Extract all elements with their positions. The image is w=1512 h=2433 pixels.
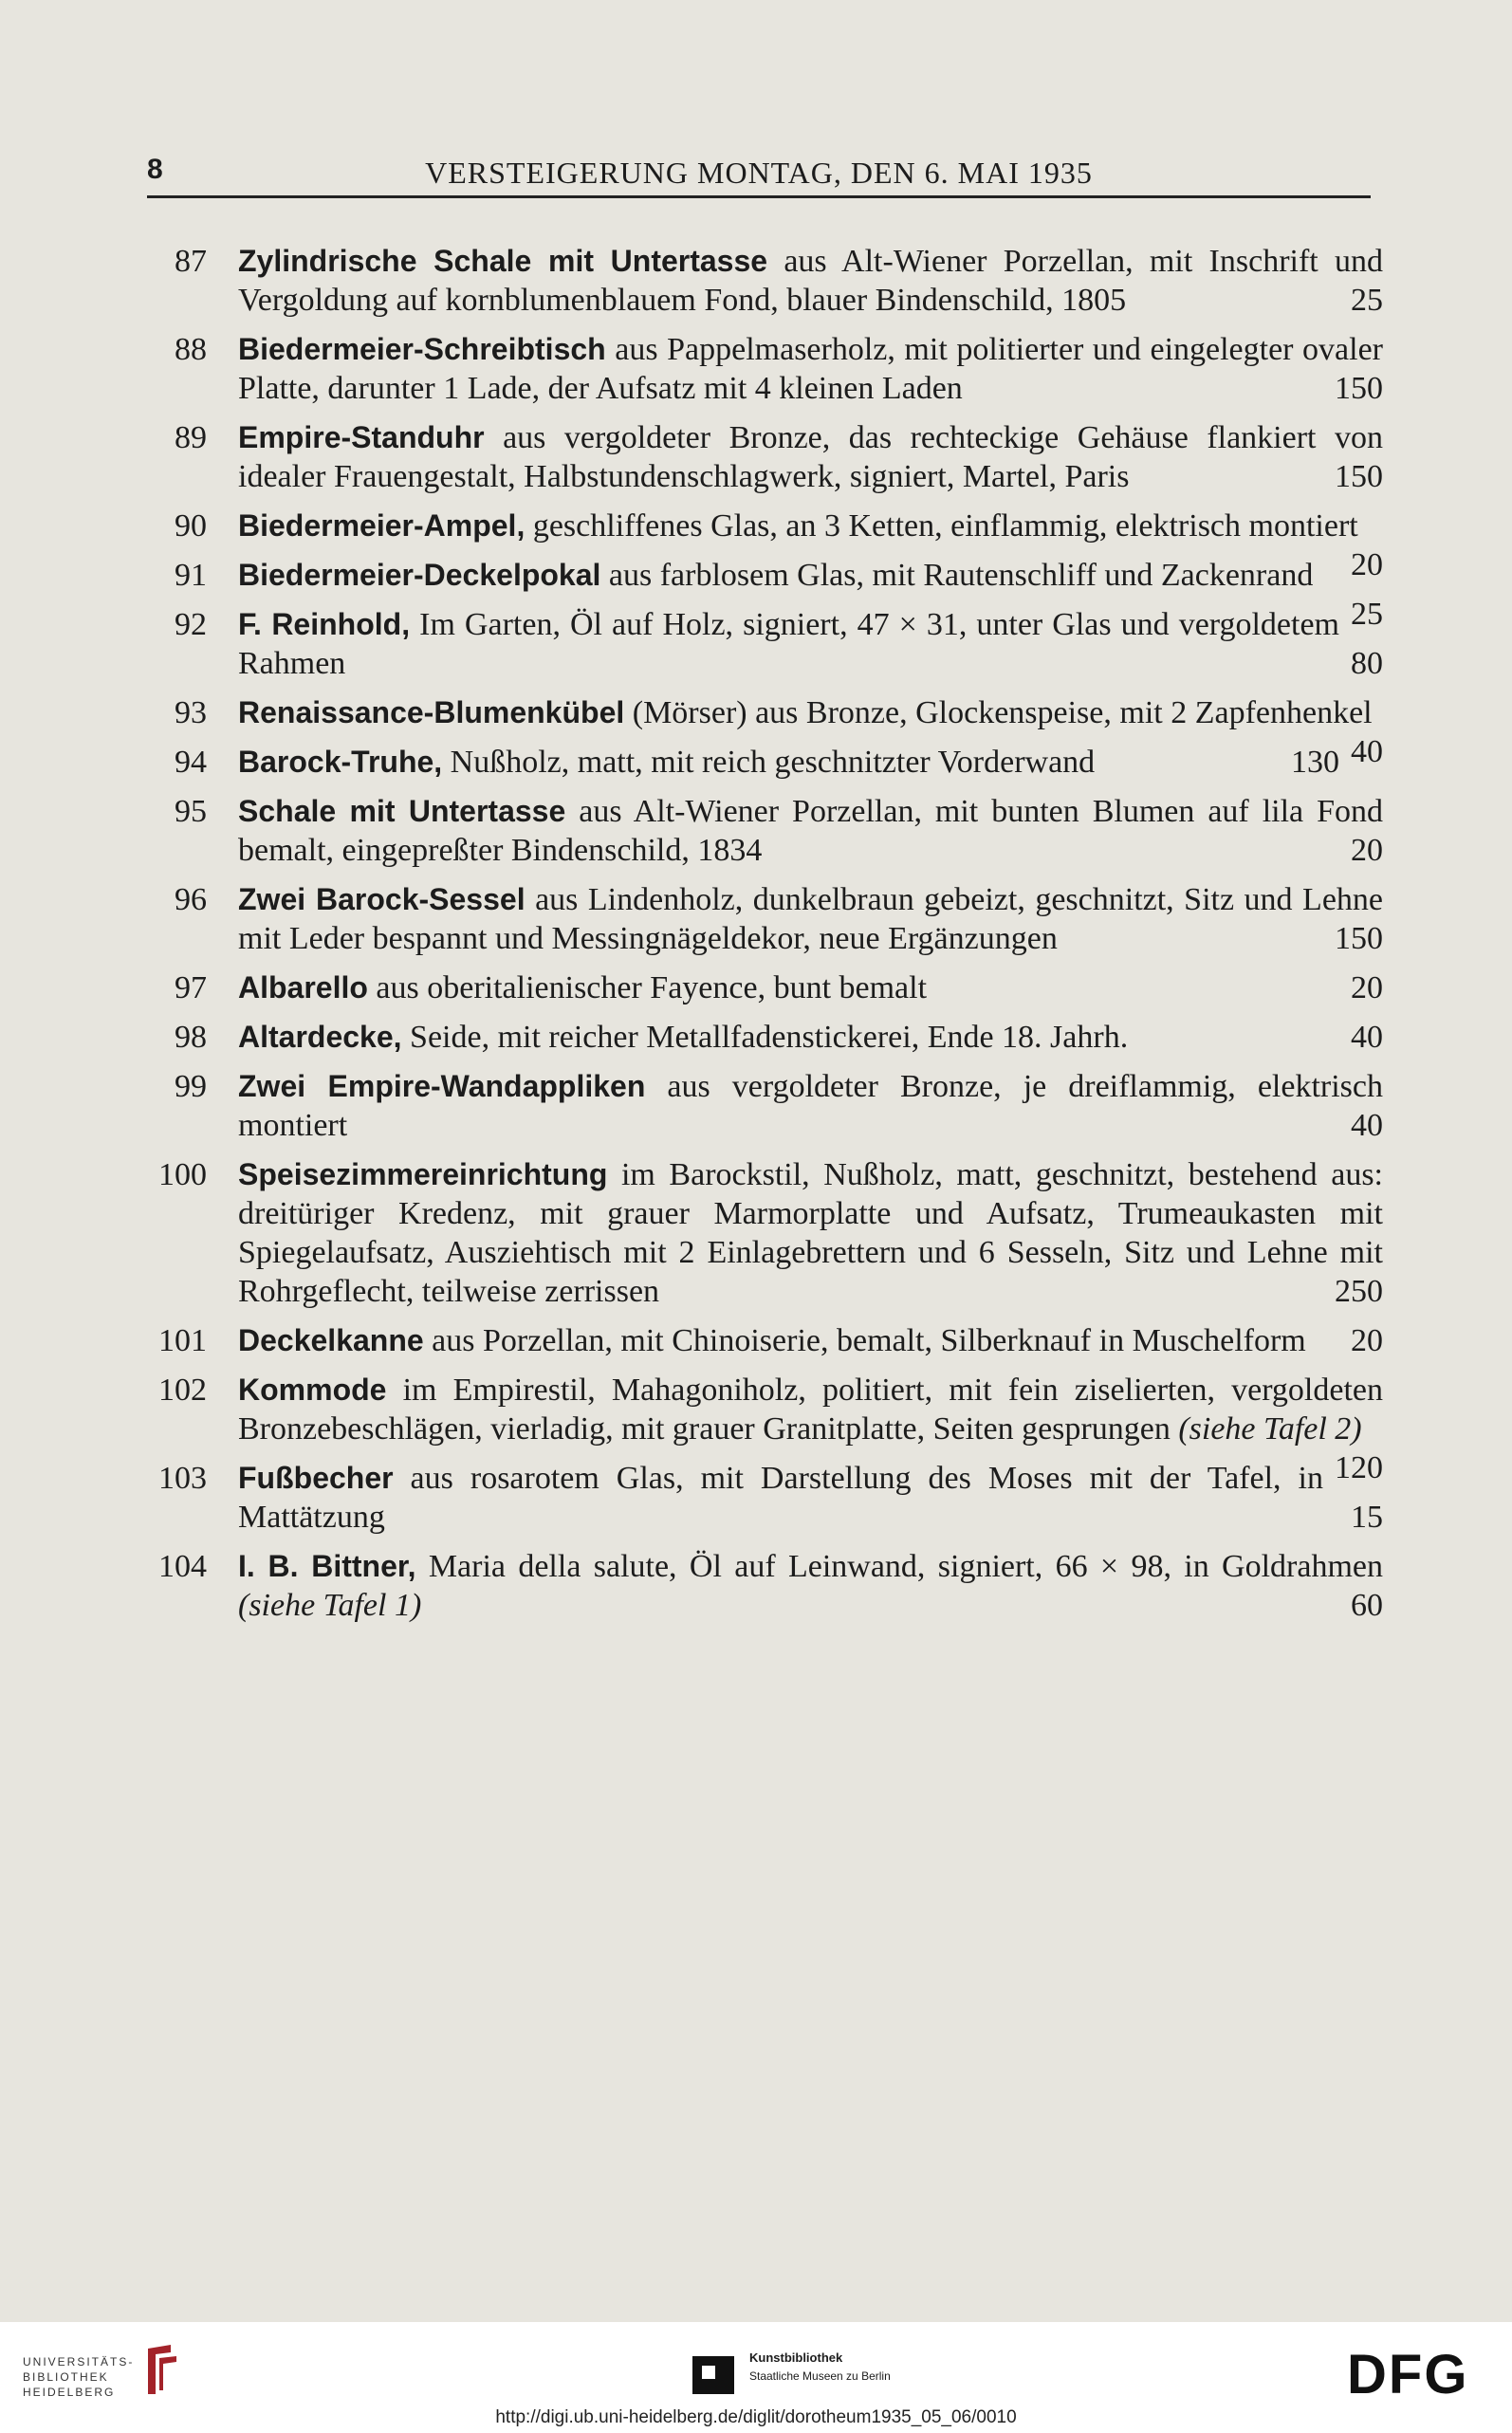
entry-body [238, 1321, 1383, 1360]
entry-body [238, 1459, 1383, 1537]
header-rule [147, 195, 1371, 198]
entry-number: 99 [175, 1069, 207, 1104]
entry-price: 150 [1335, 921, 1383, 956]
entry-number: 102 [158, 1373, 207, 1408]
entry-price: 60 [1351, 1588, 1383, 1623]
entry-description: geschliffenes Glas, an 3 Ketten, einflammig, elektrisch montiert [525, 508, 1358, 544]
entry-price: 20 [1351, 970, 1383, 1005]
entry-number: 89 [175, 420, 207, 455]
catalog-entry [150, 1547, 1383, 1625]
entry-description: Seide, mit reicher Metallfadenstickerei, Ende 18. Jahrh. [401, 1020, 1129, 1055]
page-number: 8 [147, 154, 163, 185]
entry-plate-reference: (siehe Tafel 2) [1178, 1411, 1362, 1447]
entry-description: aus Lindenholz, dunkelbraun gebeizt, geschnitzt, Sitz und Lehne mit Leder bespannt und Messingnägeldekor, neue Ergänzungen [238, 882, 1384, 956]
entry-headline: Renaissance-Blumenkübel [238, 695, 625, 729]
entry-price: 25 [1351, 283, 1383, 318]
entry-headline: Zwei Empire-Wandappliken [238, 1069, 646, 1103]
entry-price: 130 [1291, 745, 1339, 780]
catalog-entry [150, 743, 1383, 782]
entry-number: 95 [175, 794, 207, 829]
ub-heidelberg-icon[interactable] [142, 2343, 180, 2398]
entry-headline: I. B. Bittner, [238, 1549, 416, 1583]
entry-headline: Empire-Standuhr [238, 420, 485, 454]
entry-description: im Barockstil, Nußholz, matt, geschnitzt, bestehend aus: dreitüriger Kredenz, mit grauer Marmorplatte und Aufsatz, Trumeaukasten mit Spiegelaufsatz, Ausziehtisch mit 2 Einlagebrettern und 6 Sesseln, Sitz und Lehne mit Rohrgeflecht, teilweise zerrissen [238, 1157, 1383, 1309]
entry-description: aus vergoldeter Bronze, das rechteckige Gehäuse flankiert von idealer Frauengestalt, Halbstundenschlagwerk, signiert, Martel, Paris [238, 420, 1383, 494]
entry-body [238, 968, 1383, 1007]
entry-description: aus vergoldeter Bronze, je dreiflammig, elektrisch montiert [238, 1069, 1383, 1143]
entry-description: im Empirestil, Mahagoniholz, politiert, mit fein ziselierten, vergoldeten Bronzebeschlägen, vierladig, mit grauer Granitplatte, Seiten gesprungen [238, 1373, 1383, 1447]
ub-line-3: HEIDELBERG [23, 2386, 116, 2399]
entry-price: 120 [1335, 1450, 1383, 1485]
entry-price: 150 [1335, 371, 1383, 406]
footer-bar [0, 2322, 1512, 2433]
entry-body [238, 1067, 1383, 1145]
entry-number: 93 [175, 695, 207, 730]
ub-line-1: UNIVERSITÄTS- [23, 2355, 135, 2368]
entry-body [238, 1155, 1383, 1311]
page-title: VERSTEIGERUNG MONTAG, DEN 6. MAI 1935 [425, 156, 1093, 190]
entry-description: Nußholz, matt, mit reich geschnitzter Vorderwand [442, 745, 1096, 780]
catalog-entry [150, 968, 1383, 1007]
entry-body [238, 1018, 1383, 1057]
entry-body [238, 418, 1383, 496]
entry-price: 20 [1351, 547, 1383, 582]
entry-price: 15 [1351, 1500, 1383, 1535]
entry-number: 91 [175, 558, 207, 593]
entry-description: aus Pappelmaserholz, mit politierter und eingelegter ovaler Platte, darunter 1 Lade, der Aufsatz mit 4 kleinen Laden [238, 332, 1383, 406]
entry-description: Im Garten, Öl auf Holz, signiert, 47 × 31, unter Glas und vergoldetem Rahmen [238, 607, 1340, 681]
entry-body [238, 242, 1383, 320]
ub-line-2: BIBLIOTHEK [23, 2370, 109, 2384]
entry-price: 20 [1351, 1323, 1383, 1358]
entry-number: 98 [175, 1020, 207, 1055]
entry-number: 104 [158, 1549, 207, 1584]
entry-number: 103 [158, 1461, 207, 1496]
catalog-entry [150, 330, 1383, 408]
entry-price: 250 [1335, 1274, 1383, 1309]
entry-headline: Altardecke, [238, 1020, 402, 1054]
entry-description: aus farblosem Glas, mit Rautenschliff und Zackenrand [600, 558, 1314, 593]
entry-number: 88 [175, 332, 207, 367]
entry-number: 96 [175, 882, 207, 917]
entry-description: (Mörser) aus Bronze, Glockenspeise, mit 2 Zapfenhenkel [624, 695, 1373, 730]
permalink-url[interactable]: http://digi.ub.uni-heidelberg.de/diglit/dorotheum1935_05_06/0010 [495, 2407, 1017, 2427]
catalog-entry [150, 1459, 1383, 1537]
entry-number: 101 [158, 1323, 207, 1358]
entry-headline: Biedermeier-Deckelpokal [238, 558, 601, 592]
entry-list [150, 242, 1383, 1635]
entry-number: 87 [175, 244, 207, 279]
entry-description: aus Alt-Wiener Porzellan, mit bunten Blumen auf lila Fond bemalt, eingepreßter Bindenschild, 1834 [238, 794, 1383, 868]
entry-description: aus oberitalienischer Fayence, bunt bemalt [367, 970, 928, 1005]
entry-body [238, 1547, 1383, 1625]
entry-description: aus Porzellan, mit Chinoiserie, bemalt, Silberknauf in Muschelform [423, 1323, 1306, 1358]
entry-body [238, 792, 1383, 870]
entry-number: 97 [175, 970, 207, 1005]
entry-number: 100 [158, 1157, 207, 1192]
kunstbibliothek-icon [692, 2356, 734, 2394]
entry-body [238, 880, 1383, 958]
entry-number: 92 [175, 607, 207, 642]
entry-headline: Zylindrische Schale mit Untertasse [238, 244, 768, 278]
entry-plate-reference: (siehe Tafel 1) [238, 1588, 422, 1623]
page-header [147, 150, 1371, 194]
catalog-entry [150, 1155, 1383, 1311]
entry-body [238, 605, 1383, 683]
entry-body [238, 330, 1383, 408]
catalog-entry [150, 1321, 1383, 1360]
entry-headline: Biedermeier-Ampel, [238, 508, 526, 543]
entry-headline: Fußbecher [238, 1461, 394, 1495]
entry-headline: Kommode [238, 1373, 387, 1407]
dfg-logo[interactable]: DFG [1347, 2344, 1469, 2405]
catalog-entry [150, 792, 1383, 870]
ub-heidelberg-logo-text[interactable] [23, 2354, 134, 2400]
catalog-entry [150, 242, 1383, 320]
catalog-entry [150, 880, 1383, 958]
entry-price: 20 [1351, 833, 1383, 868]
catalog-entry [150, 605, 1383, 683]
entry-price: 40 [1351, 1020, 1383, 1055]
entry-price: 25 [1351, 597, 1383, 632]
entry-headline: Albarello [238, 970, 368, 1005]
catalog-entry [150, 1018, 1383, 1057]
entry-description: Maria della salute, Öl auf Leinwand, signiert, 66 × 98, in Goldrahmen [415, 1549, 1384, 1584]
entry-headline: Schale mit Untertasse [238, 794, 566, 828]
kb-title: Kunstbibliothek [749, 2350, 843, 2365]
entry-headline: Biedermeier-Schreibtisch [238, 332, 606, 366]
entry-headline: Speisezimmereinrichtung [238, 1157, 608, 1191]
catalog-entry [150, 1067, 1383, 1145]
entry-number: 90 [175, 508, 207, 544]
entry-headline: Deckelkanne [238, 1323, 424, 1357]
kb-subtitle: Staatliche Museen zu Berlin [749, 2369, 891, 2383]
catalog-entry [150, 418, 1383, 496]
entry-body [238, 743, 1383, 782]
entry-price: 40 [1351, 1108, 1383, 1143]
entry-headline: Zwei Barock-Sessel [238, 882, 526, 916]
entry-description: aus rosarotem Glas, mit Darstellung des Moses mit der Tafel, in Mattätzung [238, 1461, 1323, 1535]
entry-description: aus Alt-Wiener Porzellan, mit Inschrift und Vergoldung auf kornblumenblauem Fond, blauer Bindenschild, 1805 [238, 244, 1383, 318]
entry-price: 150 [1335, 459, 1383, 494]
entry-headline: F. Reinhold, [238, 607, 411, 641]
kunstbibliothek-logo[interactable] [692, 2349, 977, 2396]
entry-price: 80 [1351, 646, 1383, 681]
entry-headline: Barock-Truhe, [238, 745, 443, 779]
entry-number: 94 [175, 745, 207, 780]
entry-price: 40 [1351, 734, 1383, 769]
